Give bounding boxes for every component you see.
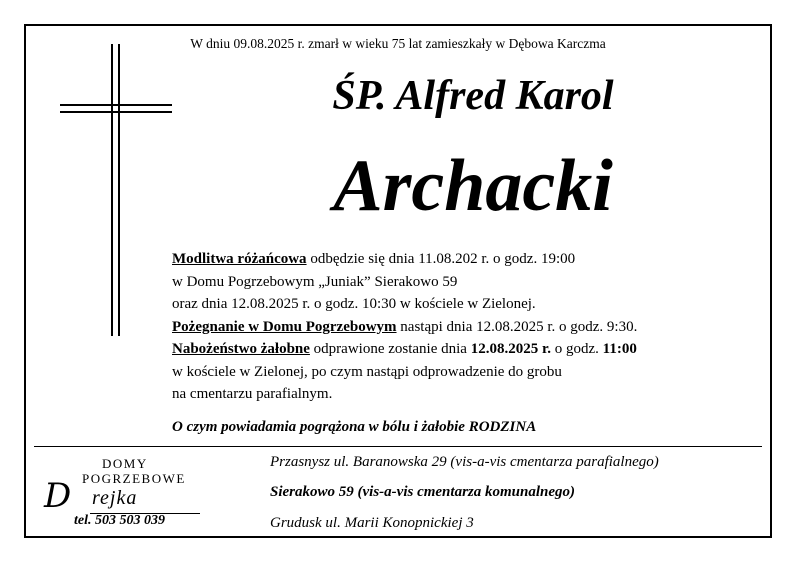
logo-name: rejka	[92, 487, 138, 509]
farewell-line	[172, 316, 637, 339]
farewell-text: nastąpi dnia 12.08.2025 r. o godz. 9:30.	[396, 318, 638, 335]
mass-date: 12.08.2025 r.	[470, 341, 551, 357]
phone-number: tel. 503 503 039	[74, 513, 165, 528]
logo-line-domy: DOMY	[102, 456, 148, 471]
deceased-first-names: ŚP. Alfred Karol	[332, 73, 614, 119]
address-sierakowo: Sierakowo 59 (vis-a-vis cmentarza komunalnego)	[270, 484, 576, 500]
ceremony-details	[172, 248, 637, 406]
address-grudusk: Grudusk ul. Marii Konopnickiej 3	[270, 515, 474, 531]
mass-time: 11:00	[602, 341, 637, 357]
mass-line	[172, 338, 637, 361]
logo-initial: D	[44, 476, 72, 516]
rosary-text: odbędzie się dnia 11.08.202 r. o godz. 19:00	[306, 251, 576, 267]
church-rosary-line: oraz dnia 12.08.2025 r. o godz. 10:30 w kościele w Zielonej.	[172, 296, 536, 312]
mass-label: Nabożeństwo żałobne	[172, 341, 310, 357]
funeral-home-line: w Domu Pogrzebowym „Juniak” Sierakowo 59	[172, 273, 458, 290]
obituary-frame	[24, 24, 772, 538]
address-przasnysz: Przasnysz ul. Baranowska 29 (vis-a-vis cmentarza parafialnego)	[270, 454, 659, 470]
mass-text-b: o godz.	[550, 341, 603, 357]
burial-line: w kościele w Zielonej, po czym nastąpi odprowadzenie do grobu	[172, 363, 562, 380]
death-notice-header: W dniu 09.08.2025 r. zmarł w wieku 75 lat zamieszkały w Dębowa Karczma	[190, 36, 606, 51]
rosary-line	[172, 248, 637, 271]
farewell-label: Pożegnanie w Domu Pogrzebowym	[172, 318, 397, 335]
mass-text-a: odprawione zostanie dnia	[309, 341, 471, 357]
footer-divider	[34, 446, 762, 447]
logo-line-pogrzebowe: POGRZEBOWE	[82, 471, 186, 486]
family-closing-text: O czym powiadamia pogrążona w bólu i żałobie RODZINA	[172, 419, 537, 435]
rosary-label: Modlitwa różańcowa	[172, 251, 307, 267]
cemetery-line: na cmentarzu parafialnym.	[172, 386, 333, 402]
deceased-surname: Archacki	[333, 145, 613, 227]
